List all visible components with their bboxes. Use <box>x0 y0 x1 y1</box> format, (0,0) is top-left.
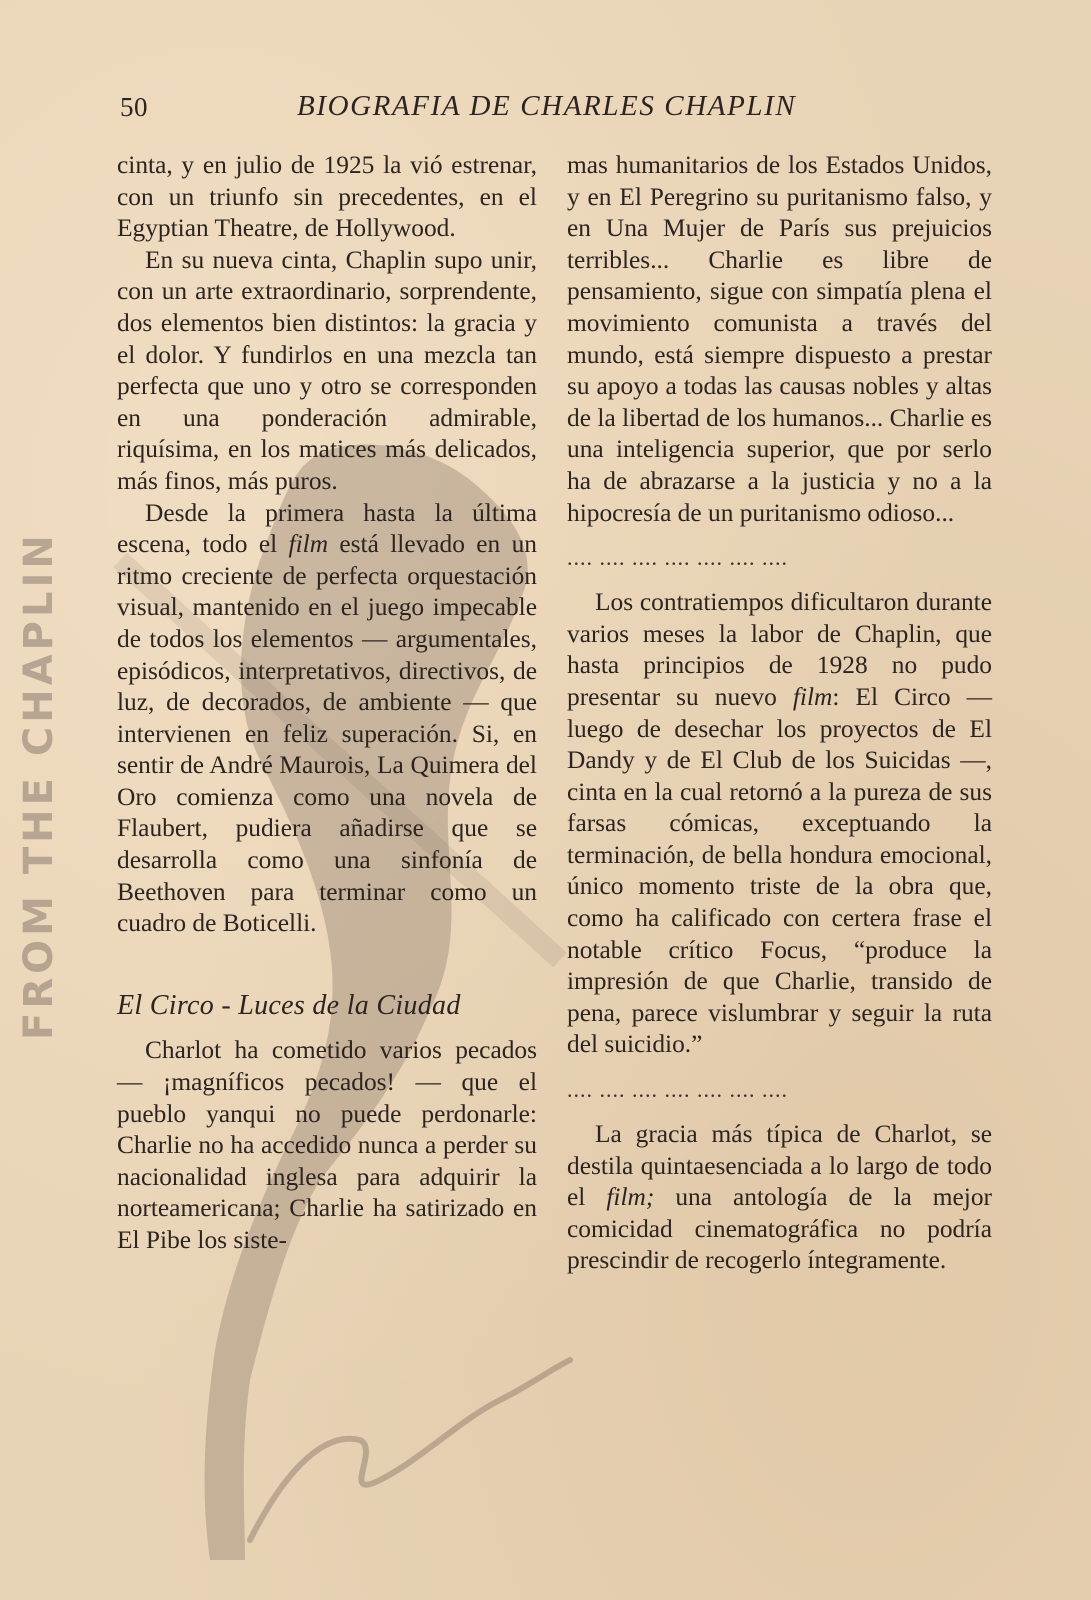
left-paragraph-3-start: Desde la primera hasta la última escena, todo el <box>117 498 537 559</box>
right-paragraph-2-emphasis: film <box>792 682 833 711</box>
right-paragraph-2-start: Los contratiempos dificultaron durante varios meses la labor de Chaplin, que hasta principios de 1928 no pudo presentar su nuevo <box>567 588 992 711</box>
right-column <box>567 150 992 1277</box>
right-paragraph-3 <box>567 1119 992 1277</box>
section-divider-dots-2: .... .... .... .... .... .... .... <box>567 1077 788 1103</box>
right-paragraph-2 <box>567 587 992 1061</box>
page-number: 50 <box>120 92 148 122</box>
running-title: BIOGRAFIA DE CHARLES CHAPLIN <box>297 90 797 122</box>
left-paragraph-2: En su nueva cinta, Chaplin supo unir, con un arte extraordinario, sorprendente, dos elementos bien distintos: la gracia y el dolor. Y fundirlos en una mezcla tan perfecta que uno y otro se corresponden en una ponderación admirable, riquísima, en los matices más delicados, más finos, más puros. <box>117 245 537 495</box>
left-paragraph-4: Charlot ha cometido varios pecados — ¡magníficos pecados! — que el pueblo yanqui no puede perdonarle: Charlie no ha accedido nunca a perder su nacionalidad inglesa para adquirir la norteamericana; Charlie ha satirizado en El Pibe los siste- <box>117 1036 537 1254</box>
left-paragraph-3 <box>117 498 537 940</box>
right-paragraph-3-start: La gracia más típica de Charlot, se destila quintaesenciada a lo largo de todo el <box>567 1120 992 1212</box>
right-paragraph-3-end: una antología de la mejor comicidad cinematográfica no podría prescindir de recogerlo íntegramente. <box>567 1183 993 1275</box>
left-paragraph-1: cinta, y en julio de 1925 la vió estrenar, con un triunfo sin precedentes, en el Egyptian Theatre, de Hollywood. <box>117 151 537 243</box>
left-column <box>117 150 537 1257</box>
right-paragraph-1: mas humanitarios de los Estados Unidos, y en El Peregrino su puritanismo falso, y en Una Mujer de París sus prejuicios terribles... Charlie es libre de pensamiento, sigue con simpatía plena el movimiento comunista a través del mundo, está siempre dispuesto a prestar su apoyo a todas las causas nobles y altas de la libertad de los humanos... Charlie es una inteligencia superior, que por serlo ha de abrazarse a la justicia y no a la hipocresía de un puritanismo odioso... <box>567 151 992 527</box>
right-paragraph-2-end: : El Circo — luego de desechar los proyectos de El Dandy y de El Club de los Suicidas —, cinta en la cual retornó a la pureza de sus farsas cómicas, exceptuando la terminación, de bella hondura emocional, único momento triste de la obra que, como ha calificado con certera frase el notable crítico Focus, “produce la impresión de que Charlie, transido de pena, parece vislumbrar y seguir la ruta del suicidio.” <box>567 682 992 1059</box>
page-header <box>120 88 820 132</box>
watermark-signature <box>250 1360 570 1540</box>
watermark-text: FROM THE CHAPLIN <box>16 531 62 1040</box>
left-paragraph-3-emphasis: film <box>288 530 329 559</box>
left-paragraph-3-end: está llevado en un ritmo creciente de perfecta orquestación visual, mantenido en el juego impecable de todos los elementos — argumentales, episódicos, interpretativos, directivos, de luz, de decorados, de ambiente — que intervienen en feliz superación. Si, en sentir de André Maurois, La Quimera del Oro comienza como una novela de Flaubert, pudiera añadirse que se desarrolla como una sinfonía de Beethoven para terminar como un cuadro de Boticelli. <box>117 530 537 938</box>
section-heading: El Circo - Luces de la Ciudad <box>117 989 461 1021</box>
section-divider-dots-1: .... .... .... .... .... .... .... <box>567 545 788 571</box>
right-paragraph-3-emphasis: film; <box>606 1183 655 1212</box>
